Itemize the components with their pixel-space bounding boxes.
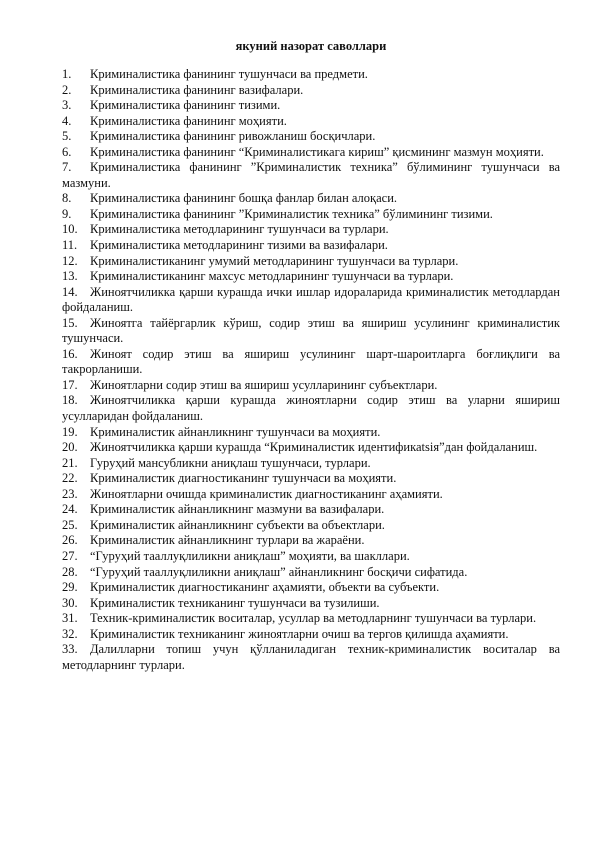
question-item: [41, 487, 560, 503]
question-text: Криминалистика фанининг ”Криминалистик техника” бўлимининг тушунчаси ва мазмуни.: [62, 160, 560, 190]
question-item: [41, 67, 560, 83]
question-text: Криминалистиканинг умумий методларининг тушунчаси ва турлари.: [90, 253, 459, 268]
question-item: [41, 627, 560, 643]
question-item: [41, 393, 560, 424]
question-text: Криминалистика фанининг ривожланиш босқичлари.: [90, 129, 376, 144]
question-text: Жиноят содир этиш ва яшириш усулининг шарт-шароитларга боғлиқлиги ва такрорланиши.: [62, 346, 560, 377]
question-text: Жиноятчиликка қарши курашда ички ишлар идораларида криминалистик методлардан фойдаланиш.: [62, 284, 560, 315]
question-text: Жиноятга тайёргарлик кўриш, содир этиш ва яшириш усулининг криминалистик тушунчаси.: [62, 315, 560, 346]
page-title: якуний назорат саволлари: [235, 39, 387, 53]
question-item: [41, 347, 560, 378]
question-number: 33.: [62, 642, 78, 657]
question-item: [41, 502, 560, 518]
question-text: Криминалистика фанининг “Криминалистикага кириш” қисмининг мазмун моҳияти.: [90, 144, 544, 159]
question-item: [41, 518, 560, 534]
question-text: Криминалистика фанининг тушунчаси ва предмети.: [90, 67, 368, 81]
question-number: 11.: [62, 238, 78, 253]
question-text: Криминалистик айнанликнинг мазмуни ва вазифалари.: [90, 502, 385, 517]
question-number: 31.: [62, 611, 78, 626]
question-item: [41, 580, 560, 596]
document-page: [62, 38, 560, 673]
question-number: 13.: [62, 269, 78, 284]
question-number: 30.: [62, 595, 78, 610]
question-item: [41, 114, 560, 130]
question-number: 20.: [62, 440, 78, 455]
question-number: 4.: [62, 113, 72, 128]
question-number: 28.: [62, 564, 78, 579]
question-text: Криминалистика фанининг бошқа фанлар билан алоқаси.: [90, 191, 398, 206]
question-item: [41, 83, 560, 99]
question-number: 29.: [62, 580, 78, 595]
question-number: 17.: [62, 377, 78, 392]
question-number: 27.: [62, 548, 78, 563]
question-item: [41, 191, 560, 207]
question-item: [41, 269, 560, 285]
question-text: Криминалистик диагностиканинг тушунчаси ва моҳияти.: [90, 471, 397, 486]
question-text: “Гуруҳий тааллуқлиликни аниқлаш” моҳияти, ва шакллари.: [90, 548, 410, 563]
question-text: Гуруҳий мансубликни аниқлаш тушунчаси, турлари.: [90, 455, 371, 470]
question-number: 23.: [62, 486, 78, 501]
question-item: [41, 316, 560, 347]
question-number: 15.: [62, 315, 78, 330]
question-item: [41, 642, 560, 673]
question-number: 14.: [62, 284, 78, 299]
question-text: Жиноятларни содир этиш ва яшириш усулларининг субъектлари.: [90, 377, 438, 392]
question-item: [41, 238, 560, 254]
question-text: Криминалистик техниканинг жиноятларни очиш ва тергов қилишда аҳамияти.: [90, 626, 509, 641]
question-item: [41, 471, 560, 487]
question-item: [41, 596, 560, 612]
question-number: 32.: [62, 626, 78, 641]
question-text: “Гуруҳий тааллуқлиликни аниқлаш” айнанликнинг босқичи сифатида.: [90, 564, 468, 579]
question-text: Криминалистика методларининг тизими ва вазифалари.: [90, 238, 388, 253]
question-item: [41, 565, 560, 581]
question-number: 3.: [62, 98, 72, 113]
question-number: 10.: [62, 222, 78, 237]
question-number: 7.: [62, 160, 72, 175]
question-item: [41, 533, 560, 549]
question-item: [41, 378, 560, 394]
question-text: Криминалистик айнанликнинг тушунчаси ва моҳияти.: [90, 424, 381, 439]
question-text: Криминалистик айнанликнинг турлари ва жараёни.: [90, 533, 365, 548]
question-text: Криминалистик техниканинг тушунчаси ва тузилиши.: [90, 595, 380, 610]
question-text: Криминалистиканинг махсус методларининг тушунчаси ва турлари.: [90, 269, 454, 284]
question-number: 2.: [62, 82, 72, 97]
question-text: Криминалистик диагностиканинг аҳамияти, объекти ва субъекти.: [90, 580, 440, 595]
question-number: 19.: [62, 424, 78, 439]
question-item: [41, 425, 560, 441]
question-item: [41, 254, 560, 270]
question-number: 26.: [62, 533, 78, 548]
question-item: [41, 456, 560, 472]
question-number: 12.: [62, 253, 78, 268]
question-item: [41, 129, 560, 145]
question-item: [41, 285, 560, 316]
question-text: Жиноятчиликка қарши курашда “Криминалистик идентификаtsія”дан фойдаланиш.: [90, 440, 538, 455]
question-item: [41, 207, 560, 223]
question-item: [41, 145, 560, 161]
question-number: 22.: [62, 471, 78, 486]
question-number: 24.: [62, 502, 78, 517]
question-item: [41, 160, 560, 191]
question-number: 6.: [62, 144, 72, 159]
question-item: [41, 222, 560, 238]
question-number: 1.: [62, 67, 72, 81]
question-text: Жиноятларни очишда криминалистик диагностиканинг аҳамияти.: [90, 486, 443, 501]
question-text: Криминалистик айнанликнинг субъекти ва объектлари.: [90, 517, 385, 532]
question-number: 25.: [62, 517, 78, 532]
question-text: Криминалистика фанининг вазифалари.: [90, 82, 304, 97]
question-text: Далилларни топиш учун қўлланиладиган техник-криминалистик воситалар ва методларнинг турлари.: [62, 642, 560, 672]
question-text: Техник-криминалистик воситалар, усуллар ва методларнинг тушунчаси ва турлари.: [90, 611, 537, 626]
question-item: [41, 549, 560, 565]
question-text: Криминалистика фанининг моҳияти.: [90, 113, 287, 128]
question-text: Криминалистика методларининг тушунчаси ва турлари.: [90, 222, 389, 237]
question-text: Криминалистика фанининг ”Криминалистик техника” бўлимининг тизими.: [90, 206, 493, 221]
question-number: 8.: [62, 191, 72, 206]
question-number: 21.: [62, 455, 78, 470]
question-item: [41, 440, 560, 456]
question-text: Жиноятчиликка қарши курашда жиноятларни содир этиш ва уларни яшириш усулларидан фойдаланиш.: [62, 393, 560, 424]
question-number: 18.: [62, 393, 78, 408]
question-text: Криминалистика фанининг тизими.: [90, 98, 281, 113]
question-item: [41, 611, 560, 627]
question-number: 5.: [62, 129, 72, 144]
question-item: [41, 98, 560, 114]
question-number: 9.: [62, 206, 72, 221]
questions-list: [62, 67, 560, 673]
question-number: 16.: [62, 346, 78, 361]
